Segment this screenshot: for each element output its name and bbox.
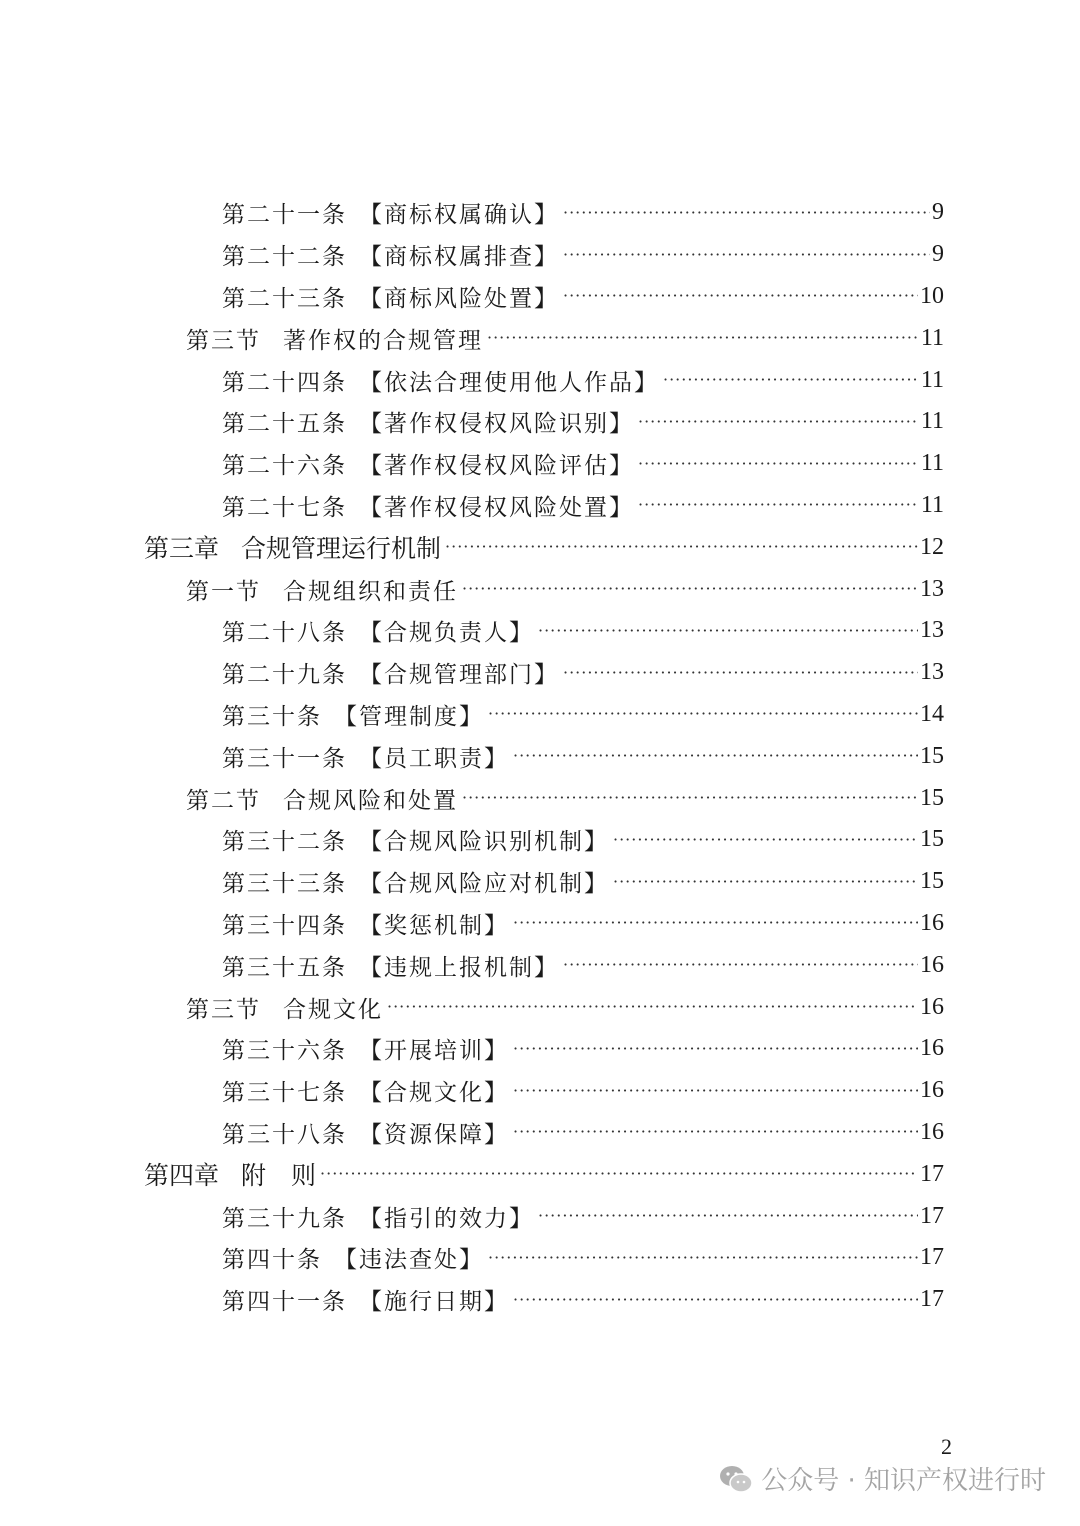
toc-entry-label [222,280,559,313]
toc-chapter-row [0,526,1080,568]
toc-entry-page: 16 [920,1118,944,1145]
toc-entry-page: 15 [920,868,944,895]
toc-entry-label [222,364,659,397]
toc-entry-title: 【违规上报机制】 [359,954,559,981]
toc-entry-page: 11 [920,324,944,351]
watermark [719,1460,1046,1497]
watermark-text: 公众号 · 知识产权进行时 [761,1466,1046,1496]
dot-leader [513,1288,918,1312]
toc-entry-label [222,196,559,229]
toc-article-row [0,192,1080,234]
toc-entry-label [222,1200,534,1233]
toc-entry-number: 第二十六条 [222,453,347,480]
toc-entry-label [222,1032,509,1065]
dot-leader [513,1120,918,1144]
dot-leader [613,828,918,852]
toc-article-row [0,401,1080,443]
toc-entry-number: 第三十六条 [222,1038,347,1065]
toc-entry-number: 第二十一条 [222,202,347,229]
toc-entry-number: 第二节 [186,787,261,814]
dot-leader [387,995,918,1019]
toc-entry-label [222,1074,509,1107]
toc-article-row [0,819,1080,861]
toc-article-row [0,610,1080,652]
toc-entry-page: 15 [920,784,944,811]
toc-entry-number: 第三十三条 [222,871,347,898]
toc-entry-label [222,740,509,773]
toc-article-row [0,1195,1080,1237]
dot-leader [462,786,918,810]
toc-entry-page: 17 [920,1244,944,1271]
toc-entry-title: 【合规风险应对机制】 [359,871,609,898]
toc-article-row [0,1112,1080,1154]
toc-entry-page: 12 [920,533,944,560]
dot-leader [638,452,919,476]
wechat-icon [719,1464,753,1494]
toc-entry-title: 【著作权侵权风险识别】 [359,411,634,438]
toc-entry-number: 第二十八条 [222,620,347,647]
toc-entry-title: 【依法合理使用他人作品】 [359,369,659,396]
toc-article-row [0,359,1080,401]
toc-article-row [0,1070,1080,1112]
dot-leader [513,911,918,935]
toc-chapter-row [0,1153,1080,1195]
dot-leader [613,870,918,894]
toc-article-row [0,944,1080,986]
toc-entry-title: 【商标权属确认】 [359,202,559,229]
dot-leader [513,744,918,768]
dot-leader [487,326,919,350]
toc-entry-title: 【资源保障】 [359,1121,509,1148]
toc-entry-label [222,489,634,522]
dot-leader [563,243,930,267]
toc-entry-label [222,614,534,647]
toc-entry-page: 16 [920,1077,944,1104]
toc-entry-label [222,1283,509,1316]
toc-entry-page: 17 [920,1286,944,1313]
toc-article-row [0,1279,1080,1321]
toc-entry-title: 附 则 [241,1161,317,1191]
dot-leader [563,661,918,685]
toc-entry-number: 第三十八条 [222,1121,347,1148]
toc-entry-page: 11 [920,408,944,435]
toc-entry-number: 第二十七条 [222,494,347,521]
toc-entry-title: 【管理制度】 [334,703,484,730]
toc-entry-page: 15 [920,826,944,853]
toc-entry-number: 第四章 [144,1161,220,1191]
toc-entry-page: 15 [920,742,944,769]
toc-entry-title: 【指引的效力】 [359,1205,534,1232]
toc-entry-number: 第三节 [186,996,261,1023]
toc-entry-title: 【合规风险识别机制】 [359,829,609,856]
toc-entry-page: 10 [920,282,944,309]
dot-leader [563,284,918,308]
toc-entry-number: 第四十条 [222,1247,322,1274]
toc-entry-number: 第二十九条 [222,662,347,689]
toc-entry-page: 9 [932,241,944,268]
toc-entry-title: 【奖惩机制】 [359,912,509,939]
toc-entry-label [186,991,383,1024]
toc-entry-number: 第三十二条 [222,829,347,856]
page-number: 2 [941,1434,952,1459]
toc-entry-label [222,238,559,271]
toc-entry-page: 11 [920,491,944,518]
toc-entry-number: 第二十二条 [222,244,347,271]
dot-leader [488,702,918,726]
toc-entry-label [222,447,634,480]
toc-entry-title: 著作权的合规管理 [283,327,483,354]
toc-entry-page: 11 [920,450,944,477]
toc-article-row [0,735,1080,777]
toc-entry-number: 第三十条 [222,703,322,730]
dot-leader [563,201,930,225]
toc-entry-label [186,573,458,606]
toc-entry-number: 第三十一条 [222,745,347,772]
toc-entry-page: 11 [920,366,944,393]
dot-leader [462,577,918,601]
toc-entry-number: 第三章 [144,534,220,564]
toc-section-row [0,986,1080,1028]
toc-entry-page: 17 [920,1202,944,1229]
toc-entry-page: 16 [920,909,944,936]
toc-entry-title: 合规管理运行机制 [241,534,442,564]
toc-entry-title: 合规文化 [283,996,383,1023]
toc-article-row [0,652,1080,694]
toc-entry-label [186,782,458,815]
toc-entry-title: 合规组织和责任 [283,578,458,605]
toc-entry-page: 16 [920,1035,944,1062]
toc-entry-title: 【合规负责人】 [359,620,534,647]
toc-entry-label [222,823,609,856]
toc-entry-number: 第三十五条 [222,954,347,981]
dot-leader [488,1246,918,1270]
toc-entry-title: 【违法查处】 [334,1247,484,1274]
dot-leader [513,1037,918,1061]
toc-entry-label [144,1156,316,1192]
toc-entry-title: 合规风险和处置 [283,787,458,814]
toc-article-row [0,903,1080,945]
toc-entry-label [186,322,483,355]
toc-entry-title: 【合规管理部门】 [359,662,559,689]
toc-article-row [0,276,1080,318]
dot-leader [638,493,919,517]
toc-section-row [0,568,1080,610]
toc-entry-label [222,907,509,940]
toc-entry-title: 【开展培训】 [359,1038,509,1065]
dot-leader [320,1162,918,1186]
toc-entry-title: 【著作权侵权风险评估】 [359,453,634,480]
dot-leader [538,1204,918,1228]
toc-entry-page: 9 [932,199,944,226]
toc-entry-page: 14 [920,700,944,727]
table-of-contents [0,192,1080,1321]
toc-section-row [0,777,1080,819]
toc-article-row [0,1237,1080,1279]
toc-article-row [0,485,1080,527]
toc-entry-label [222,1241,484,1274]
toc-article-row [0,234,1080,276]
toc-entry-number: 第一节 [186,578,261,605]
toc-entry-page: 13 [920,659,944,686]
toc-entry-page: 13 [920,617,944,644]
toc-entry-label [222,865,609,898]
dot-leader [563,953,918,977]
toc-entry-page: 16 [920,993,944,1020]
toc-entry-label [222,405,634,438]
dot-leader [638,410,919,434]
toc-article-row [0,861,1080,903]
toc-article-row [0,694,1080,736]
toc-entry-number: 第二十四条 [222,369,347,396]
toc-entry-number: 第二十五条 [222,411,347,438]
toc-entry-number: 第三节 [186,327,261,354]
toc-entry-number: 第三十九条 [222,1205,347,1232]
toc-entry-page: 13 [920,575,944,602]
toc-entry-number: 第三十四条 [222,912,347,939]
toc-article-row [0,443,1080,485]
dot-leader [538,619,918,643]
toc-entry-label [222,949,559,982]
toc-entry-title: 【员工职责】 [359,745,509,772]
toc-entry-title: 【商标风险处置】 [359,285,559,312]
toc-entry-page: 17 [920,1160,944,1187]
toc-entry-label [222,698,484,731]
toc-entry-number: 第四十一条 [222,1289,347,1316]
dot-leader [513,1079,918,1103]
toc-entry-title: 【著作权侵权风险处置】 [359,494,634,521]
toc-section-row [0,317,1080,359]
toc-entry-label [144,529,441,565]
toc-entry-number: 第二十三条 [222,285,347,312]
toc-entry-title: 【合规文化】 [359,1080,509,1107]
toc-entry-label [222,656,559,689]
dot-leader [663,368,919,392]
toc-entry-number: 第三十七条 [222,1080,347,1107]
dot-leader [445,535,918,559]
toc-entry-page: 16 [920,951,944,978]
toc-entry-title: 【施行日期】 [359,1289,509,1316]
toc-article-row [0,1028,1080,1070]
toc-entry-title: 【商标权属排查】 [359,244,559,271]
toc-entry-label [222,1116,509,1149]
